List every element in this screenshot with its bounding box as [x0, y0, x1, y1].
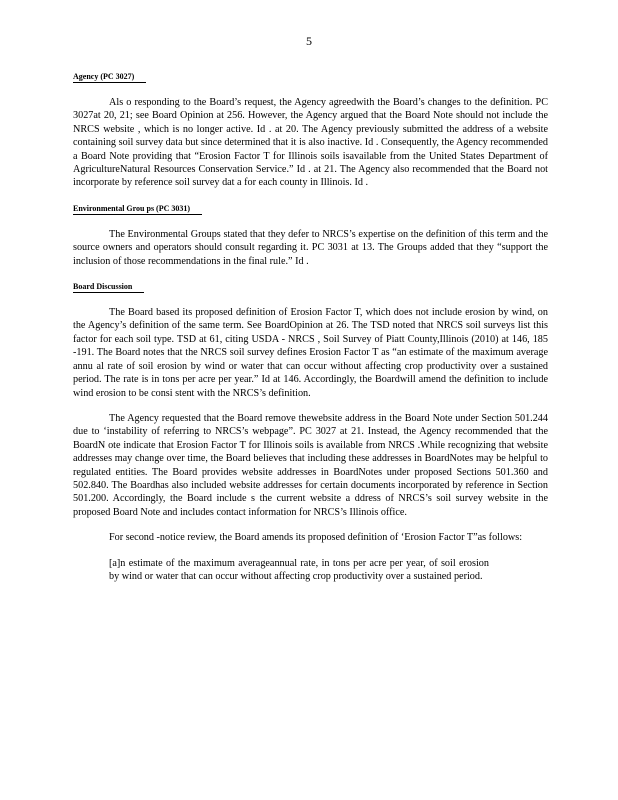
- section-heading-agency: Agency (PC 3027): [73, 72, 146, 83]
- definition-block-quote: [a]n estimate of the maximum averageannual rate, in tons per acre per year, of soil erosion by wind or water that can occur without affecting crop productivity over a sustained period.: [109, 557, 489, 582]
- board-discussion-paragraph-3: For second -notice review, the Board amends its proposed definition of ‘Erosion Factor T”as follows:: [109, 532, 523, 544]
- section-heading-board-discussion: Board Discussion: [73, 282, 144, 293]
- agency-paragraph: Als o responding to the Board’s request, the Agency agreedwith the Board’s changes to the definition. PC 3027at 20, 21; see Board Opinion at 256. However, the Agency argued that the Board Note should not include the NRCS website , which is no longer active. Id . at 20. The Agency previously submitted the address of a website containing soil survey data but since determined that it is also inactive. Id . Consequently, the Agency recommended a Board Note providing that “Erosion Factor T for Illinois soils isavailable from the United States Department of AgricultureNatural Resources Conservation Service.” Id . at 21. The Agency also recommended that the Board not incorporate by reference soil survey dat a for each county in Illinois. Id .: [73, 97, 548, 189]
- page-number: 5: [306, 34, 312, 48]
- page-body: [73, 70, 548, 583]
- board-discussion-paragraph-2: The Agency requested that the Board remove thewebsite address in the Board Note under Section 501.244 due to ‘instability of referring to NRCS’s webpage”. PC 3027 at 21. Instead, the Agency recommended that the BoardN ote indicate that Erosion Factor T for Illinois soils is available from NRCS .While recognizing that website addresses may change over time, the Board believes that including these addresses in BoardNotes may be helpful to regulated entities. The Board provides website addresses in BoardNotes under proposed Sections 501.360 and 502.840. The Boardhas also included website addresses for certain documents incorporated by reference in Section 501.200. Accordingly, the Board include s the current website a ddress of NRCS’s soil survey website in the proposed Board Note and includes contact information for NRCS’s Illinois office.: [73, 412, 548, 518]
- board-discussion-paragraph-1: The Board based its proposed definition of Erosion Factor T, which does not include erosion by wind, on the Agency’s definition of the same term. See BoardOpinion at 26. The TSD noted that NRCS soil surveys list this factor for each soil type. TSD at 61, citing USDA - NRCS , Soil Survey of Piatt County,Illinois (2010) at 146, 185 -191. The Board notes that the NRCS soil survey defines Erosion Factor T as “an estimate of the maximum average annu al rate of soil erosion by wind or water that can occur without affecting crop productivity over a sustained period. The rate is in tons per acre per year.” Id at 146. Accordingly, the Boardwill amend the definition to include wind erosion to be consi stent with the NRCS’s definition.: [73, 307, 548, 399]
- environmental-groups-paragraph: The Environmental Groups stated that they defer to NRCS’s expertise on the definition of this term and the source owners and operators should consult regarding it. PC 3031 at 13. The Groups added that they “support the inclusion of those recommendations in the final rule.” Id .: [73, 228, 548, 267]
- section-heading-environmental-groups: Environmental Grou ps (PC 3031): [73, 204, 202, 215]
